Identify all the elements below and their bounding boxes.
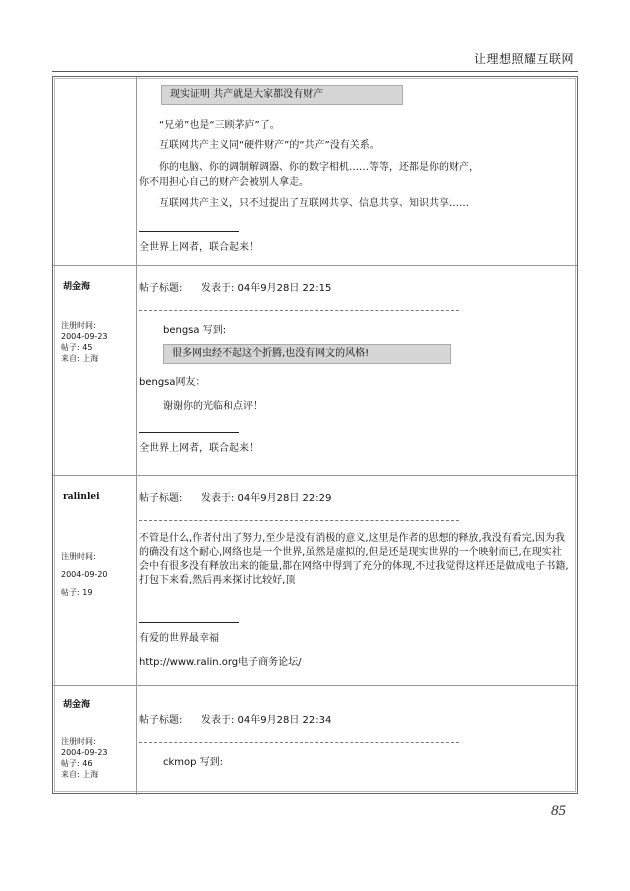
posted-at: 发表于: 04年9月28日 22:34 <box>201 715 332 726</box>
paragraph: “兄弟”也是“三顾茅庐”了。 <box>159 120 280 131</box>
author-name[interactable]: 胡金海 <box>63 700 91 710</box>
header-rule <box>52 71 578 72</box>
dashed-rule <box>139 520 459 521</box>
quote-box: 现实证明 共产就是大家都没有财产 <box>161 85 403 105</box>
author-meta <box>61 736 108 780</box>
reg-date: 2004-09-23 <box>61 332 108 341</box>
post-row <box>53 265 577 475</box>
reply-text: 谢谢你的光临和点评！ <box>163 401 263 412</box>
signature-link[interactable]: http://www.ralin.org电子商务论坛/ <box>139 657 302 668</box>
author-meta <box>61 320 108 364</box>
signature: 全世界上网者，联合起来！ <box>139 443 259 454</box>
post-row <box>53 77 577 265</box>
paragraph: 互联网共产主义，只不过提出了互联网共享、信息共享、知识共享…… <box>159 198 469 209</box>
post-count: 帖子: 19 <box>61 588 93 597</box>
dashed-rule <box>139 310 459 311</box>
post-content <box>139 476 575 685</box>
signature: 有爱的世界最幸福 <box>139 633 219 644</box>
posted-at: 发表于: 04年9月28日 22:29 <box>201 493 332 504</box>
reply-to: bengsa网友： <box>139 377 206 388</box>
author-column <box>53 686 137 795</box>
quote-box: 很多网虫经不起这个折腾,也没有网文的风格! <box>163 344 451 364</box>
quote-author: bengsa 写到: <box>163 325 227 336</box>
page-header-title: 让理想照耀互联网 <box>473 52 574 66</box>
post-content <box>139 266 575 475</box>
post-count: 帖子: 46 <box>61 759 93 768</box>
author-location: 来自: 上海 <box>61 354 99 363</box>
reg-date: 2004-09-23 <box>61 748 108 757</box>
author-name[interactable]: ralinlei <box>63 492 100 502</box>
author-column <box>53 476 137 685</box>
reg-date: 2004-09-20 <box>61 570 108 579</box>
page-number: 85 <box>551 803 566 819</box>
post-row <box>53 685 577 795</box>
post-content <box>139 686 575 795</box>
reg-label: 注册时间: <box>61 737 96 746</box>
paragraph: 互联网共产主义同“硬件财产”的“共产”没有关系。 <box>159 140 380 151</box>
post-row <box>53 475 577 685</box>
post-title-label: 帖子标题: <box>139 283 183 294</box>
signature-rule <box>139 231 239 232</box>
signature: 全世界上网者，联合起来！ <box>139 242 259 253</box>
author-meta <box>61 548 108 602</box>
post-title-label: 帖子标题: <box>139 493 183 504</box>
post-count: 帖子: 45 <box>61 343 93 352</box>
signature-rule <box>139 432 239 433</box>
paragraph: 你不用担心自己的财产会被别人拿走。 <box>139 177 309 188</box>
signature-rule <box>139 622 239 623</box>
quote-author: ckmop 写到: <box>163 757 224 768</box>
author-location: 来自: 上海 <box>61 770 99 779</box>
author-column <box>53 266 137 475</box>
forum-thread <box>52 76 578 794</box>
post-content <box>139 77 575 265</box>
paragraph: 你的电脑、你的调制解调器、你的数字相机……等等，还都是你的财产， <box>159 162 479 173</box>
reg-label: 注册时间: <box>61 552 96 561</box>
reg-label: 注册时间: <box>61 321 96 330</box>
post-title-label: 帖子标题: <box>139 715 183 726</box>
posted-at: 发表于: 04年9月28日 22:15 <box>201 283 332 294</box>
post-body: 不管是什么,作者付出了努力,至少是没有消极的意义,这里是作者的思想的释放,我没有看完,因为我的确没有这个耐心,网络也是一个世界,虽然是虚拟的,但是还是现实世界的一个映射而已,在现实社会中有很多没有释放出来的能量,都在网络中得到了充分的体现,不过我觉得这样还是做成电子书籍,打包下来看,然后再来探讨比较好,顶 <box>139 533 569 586</box>
dashed-rule <box>139 742 459 743</box>
author-name[interactable]: 胡金海 <box>63 282 91 292</box>
author-column <box>53 77 137 265</box>
